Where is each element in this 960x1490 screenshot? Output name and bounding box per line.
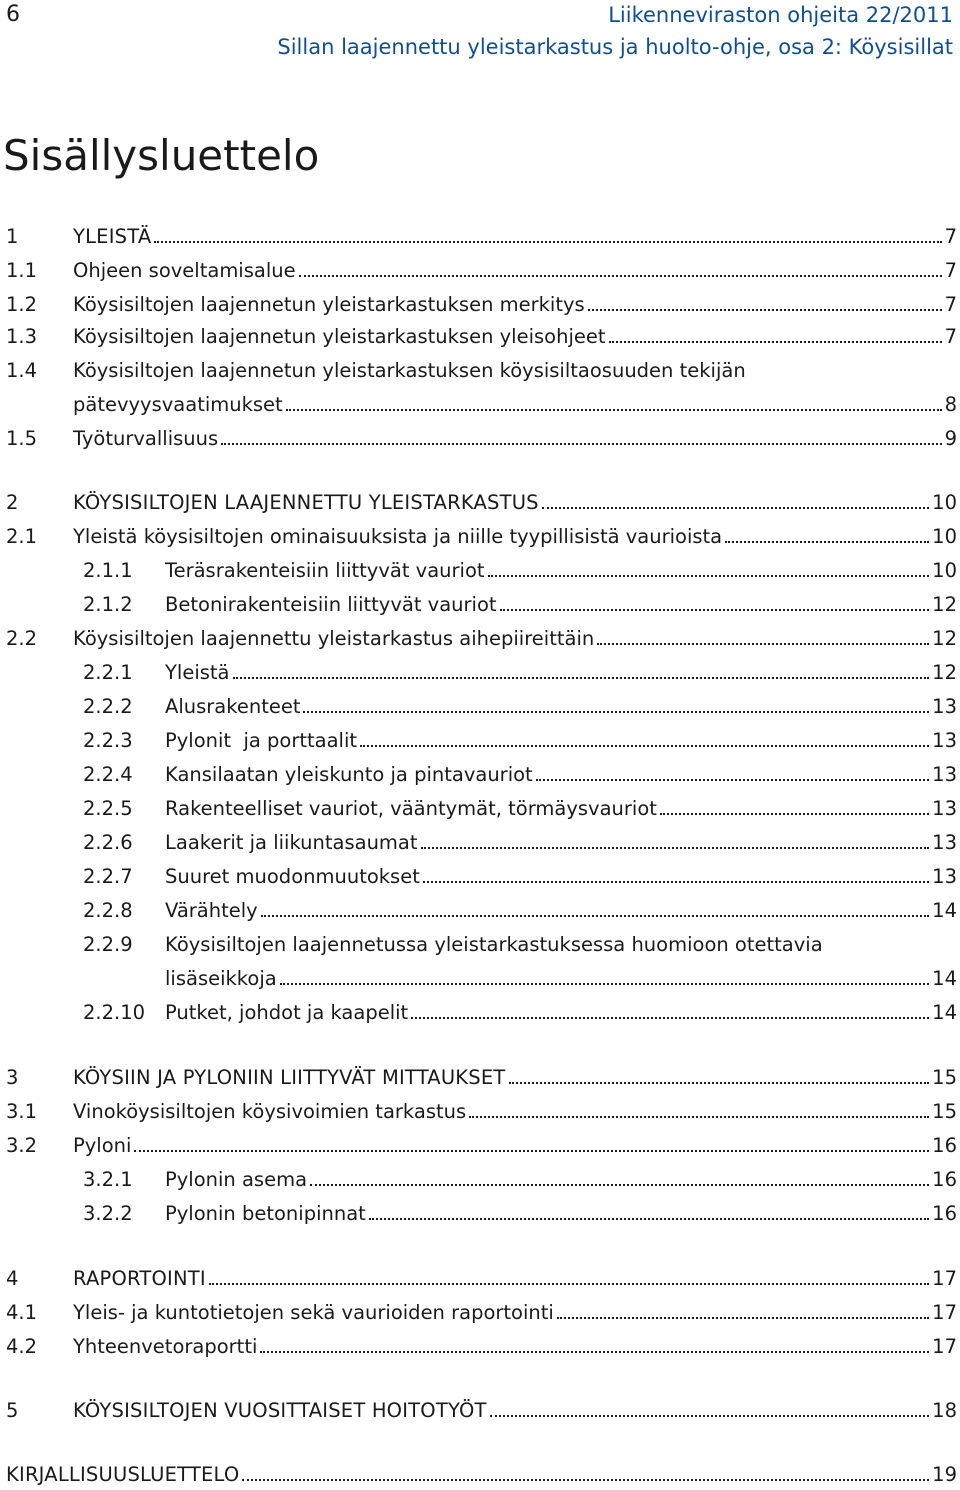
section-number: 2.2.8 bbox=[83, 899, 133, 922]
dot-leader bbox=[286, 390, 942, 411]
dot-leader bbox=[260, 1332, 929, 1353]
toc-entry[interactable] bbox=[0, 658, 957, 688]
section-title: Köysisiltojen laajennettu yleistarkastus aihepiireittäin bbox=[73, 627, 595, 650]
section-title: KIRJALLISUUSLUETTELO bbox=[6, 1463, 240, 1486]
dot-leader bbox=[221, 424, 941, 445]
page-ref: 13 bbox=[932, 695, 957, 718]
section-number: 2.2.6 bbox=[83, 831, 133, 854]
section-title: Yleistä bbox=[165, 661, 230, 684]
toc-entry[interactable] bbox=[0, 862, 957, 892]
section-number: 2.2 bbox=[6, 627, 38, 650]
section-title: Köysisiltojen laajennetun yleistarkastuksen yleisohjeet bbox=[73, 325, 606, 348]
page-ref: 7 bbox=[944, 259, 957, 282]
section-title: Betonirakenteisiin liittyvät vauriot bbox=[165, 593, 497, 616]
section-title: Pyloni bbox=[73, 1134, 132, 1157]
page-ref: 14 bbox=[932, 899, 957, 922]
section-title: Kansilaatan yleiskunto ja pintavauriot bbox=[165, 763, 533, 786]
toc-entry[interactable] bbox=[0, 692, 957, 722]
section-number: 2.1.2 bbox=[83, 593, 133, 616]
section-number: 4.2 bbox=[6, 1335, 38, 1358]
dot-leader bbox=[597, 624, 929, 645]
dot-leader bbox=[154, 222, 941, 243]
section-number: 1.3 bbox=[6, 325, 38, 348]
dot-leader bbox=[469, 1097, 929, 1118]
toc-entry-continuation[interactable] bbox=[0, 390, 957, 420]
section-title: KÖYSIIN JA PYLONIIN LIITTYVÄT MITTAUKSET bbox=[73, 1066, 506, 1089]
section-title: Vinoköysisiltojen köysivoimien tarkastus bbox=[73, 1100, 467, 1123]
document-title: Sillan laajennettu yleistarkastus ja huolto-ohje, osa 2: Köysisillat bbox=[277, 35, 953, 59]
dot-leader bbox=[588, 290, 942, 311]
toc-entry[interactable] bbox=[0, 998, 957, 1028]
dot-leader bbox=[261, 896, 929, 917]
page-ref: 7 bbox=[944, 325, 957, 348]
toc-entry[interactable] bbox=[0, 828, 957, 858]
section-number: 2.2.3 bbox=[83, 729, 133, 752]
section-title-continuation: pätevyysvaatimukset bbox=[73, 393, 283, 416]
dot-leader bbox=[360, 726, 929, 747]
page-ref: 13 bbox=[932, 831, 957, 854]
section-title: Laakerit ja liikuntasaumat bbox=[165, 831, 418, 854]
toc-entry[interactable] bbox=[0, 760, 957, 790]
section-number: 3.2 bbox=[6, 1134, 38, 1157]
toc-entry[interactable] bbox=[0, 424, 957, 454]
section-title: Pylonit ja porttaalit bbox=[165, 729, 358, 752]
section-title: Pylonin betonipinnat bbox=[165, 1202, 366, 1225]
page-ref: 16 bbox=[932, 1168, 957, 1191]
section-number: 3 bbox=[6, 1066, 19, 1089]
section-number: 2.2.4 bbox=[83, 763, 133, 786]
page-ref: 17 bbox=[932, 1267, 957, 1290]
dot-leader bbox=[500, 590, 930, 611]
page-ref: 12 bbox=[932, 661, 957, 684]
section-title: Työturvallisuus bbox=[73, 427, 219, 450]
section-number: 1.4 bbox=[6, 359, 38, 382]
dot-leader bbox=[536, 760, 929, 781]
dot-leader bbox=[303, 692, 929, 713]
dot-leader bbox=[557, 1298, 929, 1319]
toc-entry[interactable] bbox=[0, 930, 957, 960]
dot-leader bbox=[411, 998, 929, 1019]
section-number: 2.2.10 bbox=[83, 1001, 146, 1024]
publication-series: Liikenneviraston ohjeita 22/2011 bbox=[608, 3, 953, 27]
section-number: 1.2 bbox=[6, 293, 38, 316]
section-number: 1.1 bbox=[6, 259, 38, 282]
page-ref: 12 bbox=[932, 593, 957, 616]
page-ref: 13 bbox=[932, 763, 957, 786]
section-title: Köysisiltojen laajennetussa yleistarkastuksessa huomioon otettavia bbox=[165, 933, 823, 956]
toc-entry[interactable] bbox=[0, 322, 957, 352]
dot-leader bbox=[542, 488, 929, 509]
section-title: Pylonin asema bbox=[165, 1168, 308, 1191]
section-title: YLEISTÄ bbox=[73, 225, 152, 248]
section-title: Rakenteelliset vauriot, vääntymät, törmäysvauriot bbox=[165, 797, 657, 820]
dot-leader bbox=[490, 1396, 930, 1417]
toc-entry[interactable] bbox=[0, 488, 957, 518]
toc-entry[interactable] bbox=[0, 556, 957, 586]
section-title: Teräsrakenteisiin liittyvät vauriot bbox=[165, 559, 485, 582]
dot-leader bbox=[509, 1063, 930, 1084]
section-title: KÖYSISILTOJEN LAAJENNETTU YLEISTARKASTUS bbox=[73, 491, 539, 514]
toc-entry[interactable] bbox=[0, 522, 957, 552]
page-ref: 14 bbox=[932, 1001, 957, 1024]
toc-entry[interactable] bbox=[0, 590, 957, 620]
dot-leader bbox=[233, 658, 930, 679]
section-number: 2.2.5 bbox=[83, 797, 133, 820]
section-title: Yleis- ja kuntotietojen sekä vaurioiden raportointi bbox=[73, 1301, 554, 1324]
page-ref: 18 bbox=[932, 1399, 957, 1422]
dot-leader bbox=[280, 964, 929, 985]
page-ref: 16 bbox=[932, 1134, 957, 1157]
section-number: 1 bbox=[6, 225, 19, 248]
dot-leader bbox=[488, 556, 930, 577]
toc-entry[interactable] bbox=[0, 1264, 957, 1294]
section-number: 3.2.2 bbox=[83, 1202, 133, 1225]
section-number: 2.2.1 bbox=[83, 661, 133, 684]
dot-leader bbox=[242, 1460, 929, 1481]
dot-leader bbox=[299, 256, 942, 277]
page-number: 6 bbox=[6, 2, 20, 27]
page-ref: 17 bbox=[932, 1301, 957, 1324]
toc-entry[interactable] bbox=[0, 1332, 957, 1362]
page-ref: 13 bbox=[932, 865, 957, 888]
section-number: 2.2.2 bbox=[83, 695, 133, 718]
page-ref: 13 bbox=[932, 797, 957, 820]
page-ref: 10 bbox=[932, 525, 957, 548]
dot-leader bbox=[423, 862, 929, 883]
toc-entry[interactable] bbox=[0, 624, 957, 654]
page-ref: 9 bbox=[944, 427, 957, 450]
section-title: RAPORTOINTI bbox=[73, 1267, 206, 1290]
section-number: 3.2.1 bbox=[83, 1168, 133, 1191]
toc-entry[interactable] bbox=[0, 222, 957, 252]
page-ref: 15 bbox=[932, 1100, 957, 1123]
section-title: Yleistä köysisiltojen ominaisuuksista ja niille tyypillisistä vaurioista bbox=[73, 525, 723, 548]
section-number: 1.5 bbox=[6, 427, 38, 450]
toc-entry[interactable] bbox=[0, 290, 957, 320]
toc-entry[interactable] bbox=[0, 1298, 957, 1328]
toc-entry[interactable] bbox=[0, 1460, 957, 1490]
dot-leader bbox=[209, 1264, 929, 1285]
section-title: Värähtely bbox=[165, 899, 258, 922]
toc-entry[interactable] bbox=[0, 1199, 957, 1229]
dot-leader bbox=[609, 322, 942, 343]
section-number: 2 bbox=[6, 491, 19, 514]
page-ref: 10 bbox=[932, 491, 957, 514]
toc-entry[interactable] bbox=[0, 356, 957, 386]
section-number: 2.2.9 bbox=[83, 933, 133, 956]
page-ref: 12 bbox=[932, 627, 957, 650]
section-number: 4.1 bbox=[6, 1301, 38, 1324]
dot-leader bbox=[134, 1131, 929, 1152]
page-ref: 19 bbox=[932, 1463, 957, 1486]
toc-entry-continuation[interactable] bbox=[0, 964, 957, 994]
section-number: 4 bbox=[6, 1267, 19, 1290]
section-number: 3.1 bbox=[6, 1100, 38, 1123]
page-ref: 7 bbox=[944, 293, 957, 316]
toc-entry[interactable] bbox=[0, 1396, 957, 1426]
page-ref: 13 bbox=[932, 729, 957, 752]
dot-leader bbox=[421, 828, 930, 849]
page-ref: 17 bbox=[932, 1335, 957, 1358]
dot-leader bbox=[660, 794, 929, 815]
toc-heading: Sisällysluettelo bbox=[3, 131, 320, 180]
page-ref: 14 bbox=[932, 967, 957, 990]
section-title: Ohjeen soveltamisalue bbox=[73, 259, 296, 282]
toc-entry[interactable] bbox=[0, 896, 957, 926]
dot-leader bbox=[725, 522, 929, 543]
toc-entry[interactable] bbox=[0, 1165, 957, 1195]
section-number: 2.2.7 bbox=[83, 865, 133, 888]
toc-entry[interactable] bbox=[0, 1097, 957, 1127]
page-ref: 10 bbox=[932, 559, 957, 582]
section-title: Köysisiltojen laajennetun yleistarkastuksen merkitys bbox=[73, 293, 585, 316]
dot-leader bbox=[310, 1165, 929, 1186]
toc-entry[interactable] bbox=[0, 256, 957, 286]
section-title: Suuret muodonmuutokset bbox=[165, 865, 420, 888]
section-title: Putket, johdot ja kaapelit bbox=[165, 1001, 409, 1024]
dot-leader bbox=[369, 1199, 929, 1220]
section-number: 2.1 bbox=[6, 525, 38, 548]
section-number: 5 bbox=[6, 1399, 19, 1422]
section-title: Yhteenvetoraportti bbox=[73, 1335, 258, 1358]
toc-entry[interactable] bbox=[0, 1131, 957, 1161]
page-ref: 8 bbox=[944, 393, 957, 416]
toc-entry[interactable] bbox=[0, 794, 957, 824]
page-ref: 15 bbox=[932, 1066, 957, 1089]
page-ref: 7 bbox=[944, 225, 957, 248]
section-number: 2.1.1 bbox=[83, 559, 133, 582]
section-title-continuation: lisäseikkoja bbox=[165, 967, 277, 990]
toc-entry[interactable] bbox=[0, 726, 957, 756]
section-title: Alusrakenteet bbox=[165, 695, 301, 718]
toc-entry[interactable] bbox=[0, 1063, 957, 1093]
section-title: Köysisiltojen laajennetun yleistarkastuksen köysisiltaosuuden tekijän bbox=[73, 359, 746, 382]
page-ref: 16 bbox=[932, 1202, 957, 1225]
section-title: KÖYSISILTOJEN VUOSITTAISET HOITOTYÖT bbox=[73, 1399, 487, 1422]
